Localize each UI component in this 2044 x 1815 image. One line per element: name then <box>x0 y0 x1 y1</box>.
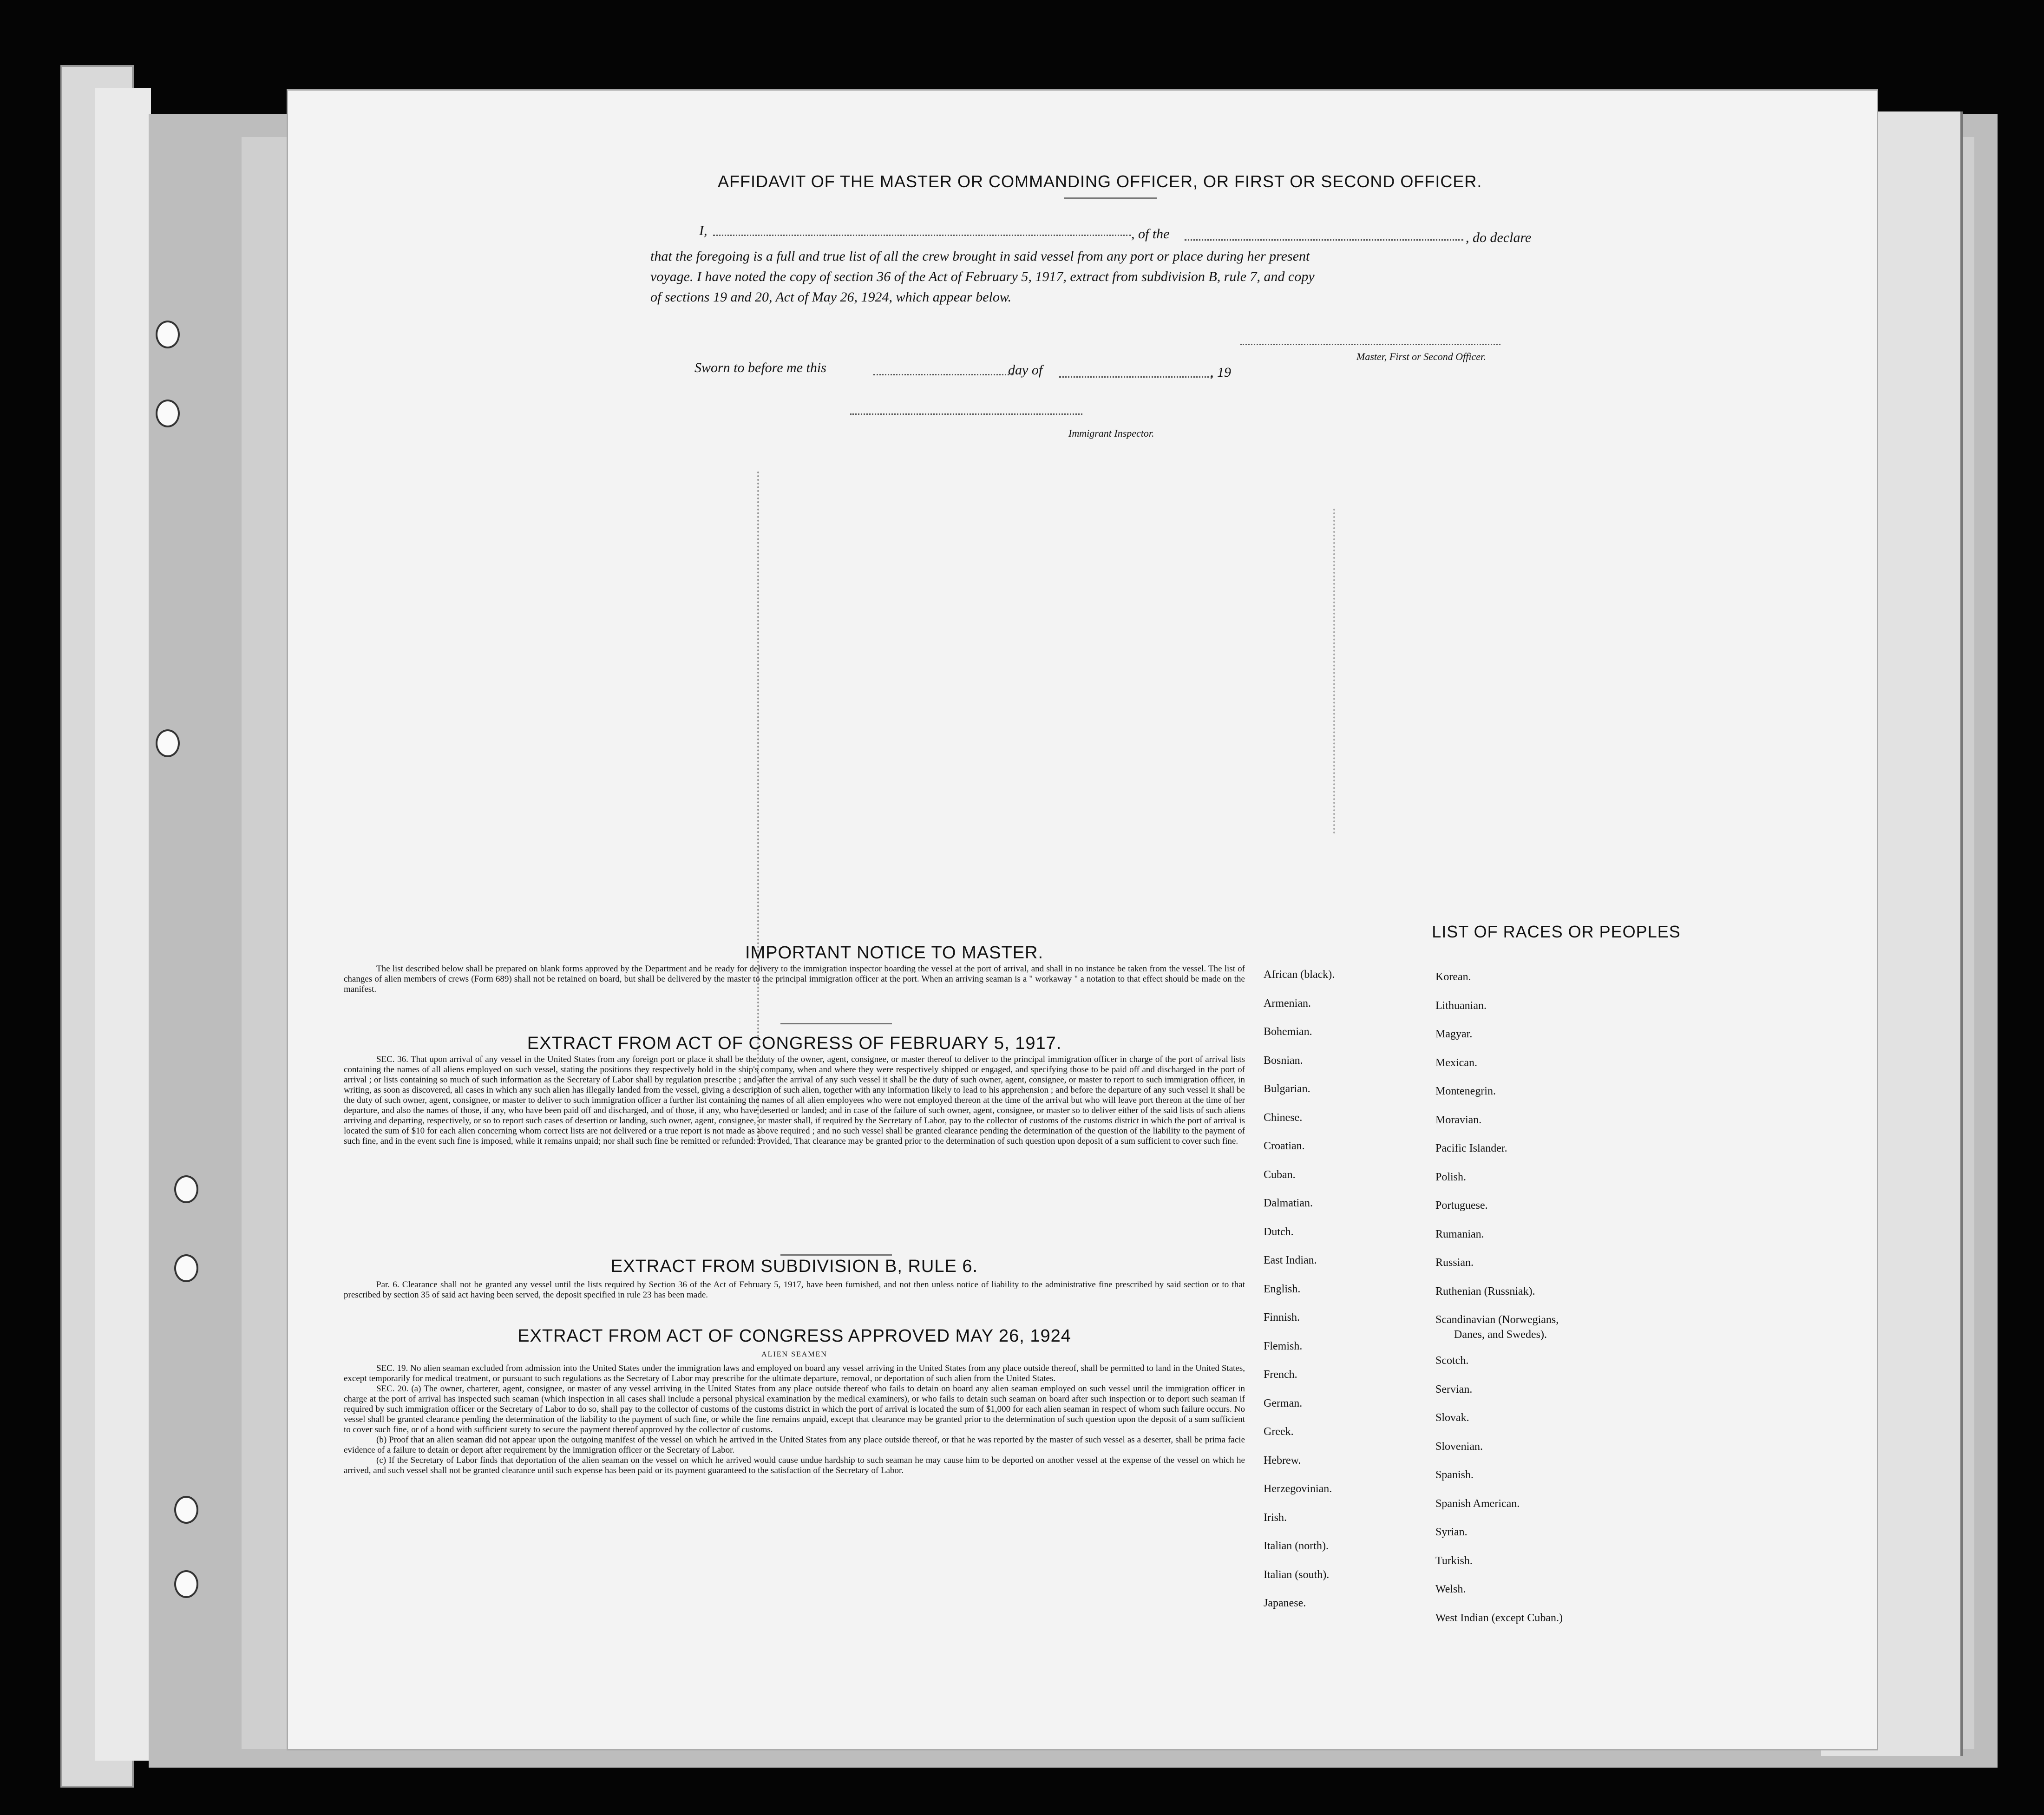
manifest-page <box>288 91 1877 1749</box>
punch-hole <box>156 321 180 348</box>
race-item: Finnish. <box>1264 1311 1300 1324</box>
affidavit-i: I, <box>699 223 708 238</box>
notice-body: The list described below shall be prepared on blank forms approved by the Department and be ready for delivery to the immigration inspector boarding the vessel at the port of arrival, and shall in no instance be taken from the vessel. The list of changes of alien members of crews (Form 689) shall not be retained on board, but shall be delivered by the master to the principal immigration officer at the port. When an arriving seaman is a " workaway " a notation to that effect should be made on the manifest. <box>344 964 1245 994</box>
name-blank <box>713 235 1131 236</box>
race-item: Bulgarian. <box>1264 1083 1310 1095</box>
race-item: Slovak. <box>1435 1412 1469 1424</box>
race-item: Moravian. <box>1435 1114 1482 1126</box>
extract-1924-subtitle: ALIEN SEAMEN <box>761 1350 827 1358</box>
race-item: Russian. <box>1435 1257 1474 1269</box>
race-item: Cuban. <box>1264 1168 1296 1181</box>
race-item: Ruthenian (Russniak). <box>1435 1285 1535 1297</box>
extract-1917-title: EXTRACT FROM ACT OF CONGRESS OF FEBRUARY 5, 1917. <box>527 1034 1062 1053</box>
race-item: Greek. <box>1264 1426 1294 1438</box>
affidavit-do-declare: , do declare <box>1466 230 1532 245</box>
race-item: Slovenian. <box>1435 1440 1483 1453</box>
divider <box>780 1023 892 1024</box>
race-item: Hebrew. <box>1264 1454 1301 1467</box>
race-item: Turkish. <box>1435 1554 1473 1567</box>
punch-hole <box>156 729 180 757</box>
extract-rule6-body: Par. 6. Clearance shall not be granted any vessel until the lists required by Section 36 of the Act of February 5, 1917, have been furnished, and not then unless notice of liability to the administrative fine prescribed by said section or to that prescribed by section 35 of said act having been served, the deposit specified in rule 23 has been made. <box>344 1280 1245 1300</box>
race-item: Spanish American. <box>1435 1497 1520 1510</box>
inspector-signature-line <box>850 413 1082 415</box>
race-item: Dalmatian. <box>1264 1197 1313 1209</box>
race-item: Korean. <box>1435 971 1471 983</box>
race-item: Japanese. <box>1264 1597 1306 1609</box>
master-signature-label: Master, First or Second Officer. <box>1356 351 1486 362</box>
affidavit-line-2: that the foregoing is a full and true list of all the crew brought in said vessel from any port or place during her present <box>650 249 1310 264</box>
race-item: Portuguese. <box>1435 1199 1488 1212</box>
race-item: Polish. <box>1435 1171 1467 1183</box>
day-of-label: day of <box>1008 362 1043 378</box>
punch-hole <box>174 1254 198 1282</box>
race-item: Syrian. <box>1435 1526 1467 1538</box>
race-item: Flemish. <box>1264 1340 1303 1352</box>
race-item: West Indian (except Cuban.) <box>1435 1612 1563 1624</box>
month-blank <box>1059 376 1212 378</box>
race-item: Lithuanian. <box>1435 999 1487 1012</box>
races-title: LIST OF RACES OR PEOPLES <box>1432 922 1681 941</box>
sec20c-paragraph: (c) If the Secretary of Labor finds that deportation of the alien seaman on the vessel on which he arrived would cause undue hardship to such seaman he may cause him to be deported on another vessel at the expense of the vessel on which he arrived, and such vessel shall not be granted clearance until such expense has been paid or its payment guaranteed to the satisfaction of the Secretary of Labor. <box>344 1455 1245 1475</box>
divider <box>780 1254 892 1256</box>
race-item: Danes, and Swedes). <box>1454 1329 1547 1341</box>
race-item: German. <box>1264 1397 1303 1409</box>
year-label: , 19 <box>1210 365 1231 380</box>
race-item: Magyar. <box>1435 1028 1473 1040</box>
sec19-paragraph: SEC. 19. No alien seaman excluded from admission into the United States under the immigration laws and employed on board any vessel arriving in the United States from any place outside thereof, shall be permitted to land in the United States, except temporarily for medical treatment, or pursuant to such regulations as the Secretary of Labor may prescribe for the ultimate departure, removal, or deportation of such alien from the United States. <box>344 1363 1245 1383</box>
race-item: African (black). <box>1264 969 1335 981</box>
race-item: English. <box>1264 1283 1301 1295</box>
race-item: Armenian. <box>1264 997 1311 1009</box>
extract-rule6-title: EXTRACT FROM SUBDIVISION B, RULE 6. <box>610 1257 978 1276</box>
race-item: Welsh. <box>1435 1583 1466 1595</box>
punch-hole <box>174 1496 198 1524</box>
race-item: Italian (north). <box>1264 1540 1329 1552</box>
extract-1924-title: EXTRACT FROM ACT OF CONGRESS APPROVED MAY 26, 1924 <box>518 1326 1071 1346</box>
race-item: Scandinavian (Norwegians, <box>1435 1314 1559 1326</box>
day-blank <box>873 374 1013 375</box>
master-signature-line <box>1240 344 1500 345</box>
race-item: Dutch. <box>1264 1225 1294 1238</box>
divider <box>1064 197 1157 199</box>
sec20b-paragraph: (b) Proof that an alien seaman did not appear upon the outgoing manifest of the vessel on which he arrived in the United States from any place outside thereof, or that he was reported by the master of such vessel as a deserter, shall be prima facie evidence of a failure to detain or deport after requirement by the immigration officer or the Secretary of Labor. <box>344 1435 1245 1455</box>
inspector-label: Immigrant Inspector. <box>1068 427 1154 439</box>
race-item: Spanish. <box>1435 1469 1474 1481</box>
punch-hole <box>174 1175 198 1203</box>
race-item: Bosnian. <box>1264 1054 1303 1067</box>
punch-hole <box>174 1570 198 1598</box>
race-item: Rumanian. <box>1435 1228 1484 1240</box>
race-item: Pacific Islander. <box>1435 1142 1507 1154</box>
column-dots <box>1333 509 1335 834</box>
race-item: Croatian. <box>1264 1140 1305 1152</box>
race-item: Chinese. <box>1264 1111 1303 1124</box>
race-item: East Indian. <box>1264 1254 1317 1266</box>
vessel-blank <box>1185 239 1463 241</box>
affidavit-title: AFFIDAVIT OF THE MASTER OR COMMANDING OFFICER, OR FIRST OR SECOND OFFICER. <box>718 172 1482 191</box>
extract-1917-body: SEC. 36. That upon arrival of any vessel in the United States from any foreign port or place it shall be the duty of the owner, agent, consignee, or master thereof to deliver to the principal immigration officer in charge of the port of arrival lists containing the names of all aliens employed on such vessel, stating the positions they respectively hold in the ship's company, when and where they were respectively shipped or engaged, and specifying those to be paid off and discharged in the port of arrival ; or lists containing so much of such information as the Secretary of Labor shall by regulation prescribe ; and after the arrival of any such vessel it shall be the duty of such owner, agent, consignee, or master to report to such immigration officer, in writing, as soon as discovered, all cases in which any such alien has illegally landed from the vessel, giving a description of such alien, together with any information likely to lead to his apprehension ; and before the departure of any such vessel it shall be the duty of such owner, agent, consignee, or master to deliver to such immigration officer a further list containing the names of all alien employees who were not employed thereon at the time of the arrival but who will leave port thereon at the time of her departure, and also the names of those, if any, who have been paid off and discharged, and of those, if any, who have deserted or landed; and in case of the failure of such owner, agent, consignee, or master so to deliver either of the said lists of such aliens arriving and departing, respectively, or so to report such cases of desertion or landing, such owner, agent, consignee, or master shall, if required by the Secretary of Labor, pay to the collector of customs of the customs district in which the port of arrival is located the sum of $10 for each alien concerning whom correct lists are not delivered or a true report is not made as above required ; and no such vessel shall be granted clearance pending the determination of the question of the liability to the payment of such fine, and in the event such fine is imposed, while it remains unpaid; nor shall such fine be remitted or refunded: Provided, That clearance may be granted prior to the determination of such question upon deposit of a sum sufficient to cover such fine. <box>344 1055 1245 1146</box>
notice-title: IMPORTANT NOTICE TO MASTER. <box>745 943 1044 963</box>
affidavit-line-4: of sections 19 and 20, Act of May 26, 1924, which appear below. <box>650 289 1012 305</box>
back-sheet-left-inner <box>95 88 151 1761</box>
race-item: Montenegrin. <box>1435 1085 1496 1097</box>
punch-hole <box>156 400 180 427</box>
race-item: French. <box>1264 1369 1297 1381</box>
sworn-label: Sworn to before me this <box>694 360 826 375</box>
race-item: Mexican. <box>1435 1056 1477 1069</box>
affidavit-of-the: , of the <box>1131 226 1170 242</box>
race-item: Irish. <box>1264 1511 1287 1524</box>
sec20a-paragraph: SEC. 20. (a) The owner, charterer, agent, consignee, or master of any vessel arriving in the United States from any place outside thereof who fails to detain on board any alien seaman employed on such vessel until the immigration officer in charge at the port of arrival has inspected such seaman (which inspection in all cases shall include a personal physical examination by the medical examiners), or who fails to detain such seaman on board after such inspection or to deport such seaman if required by such immigration officer or the Secretary of Labor to do so, shall pay to the collector of customs of the customs district in which the port of arrival is located the sum of $1,000 for each alien seaman in respect of whom such failure occurs. No vessel shall be granted clearance pending the determination of the liability to the payment of such fine, or while the fine remains unpaid, except that clearance may be granted prior to the determination of such question upon the deposit of a sum sufficient to cover such fine, or of a bond with sufficient surety to secure the payment thereof approved by the collector of customs. <box>344 1384 1245 1435</box>
race-item: Bohemian. <box>1264 1026 1312 1038</box>
race-item: Italian (south). <box>1264 1568 1330 1581</box>
race-item: Servian. <box>1435 1383 1473 1396</box>
affidavit-line-3: voyage. I have noted the copy of section 36 of the Act of February 5, 1917, extract from subdivision B, rule 7, and copy <box>650 269 1315 284</box>
extract-1924-body <box>344 1363 1245 1476</box>
race-item: Herzegovinian. <box>1264 1483 1332 1495</box>
race-item: Scotch. <box>1435 1355 1469 1367</box>
